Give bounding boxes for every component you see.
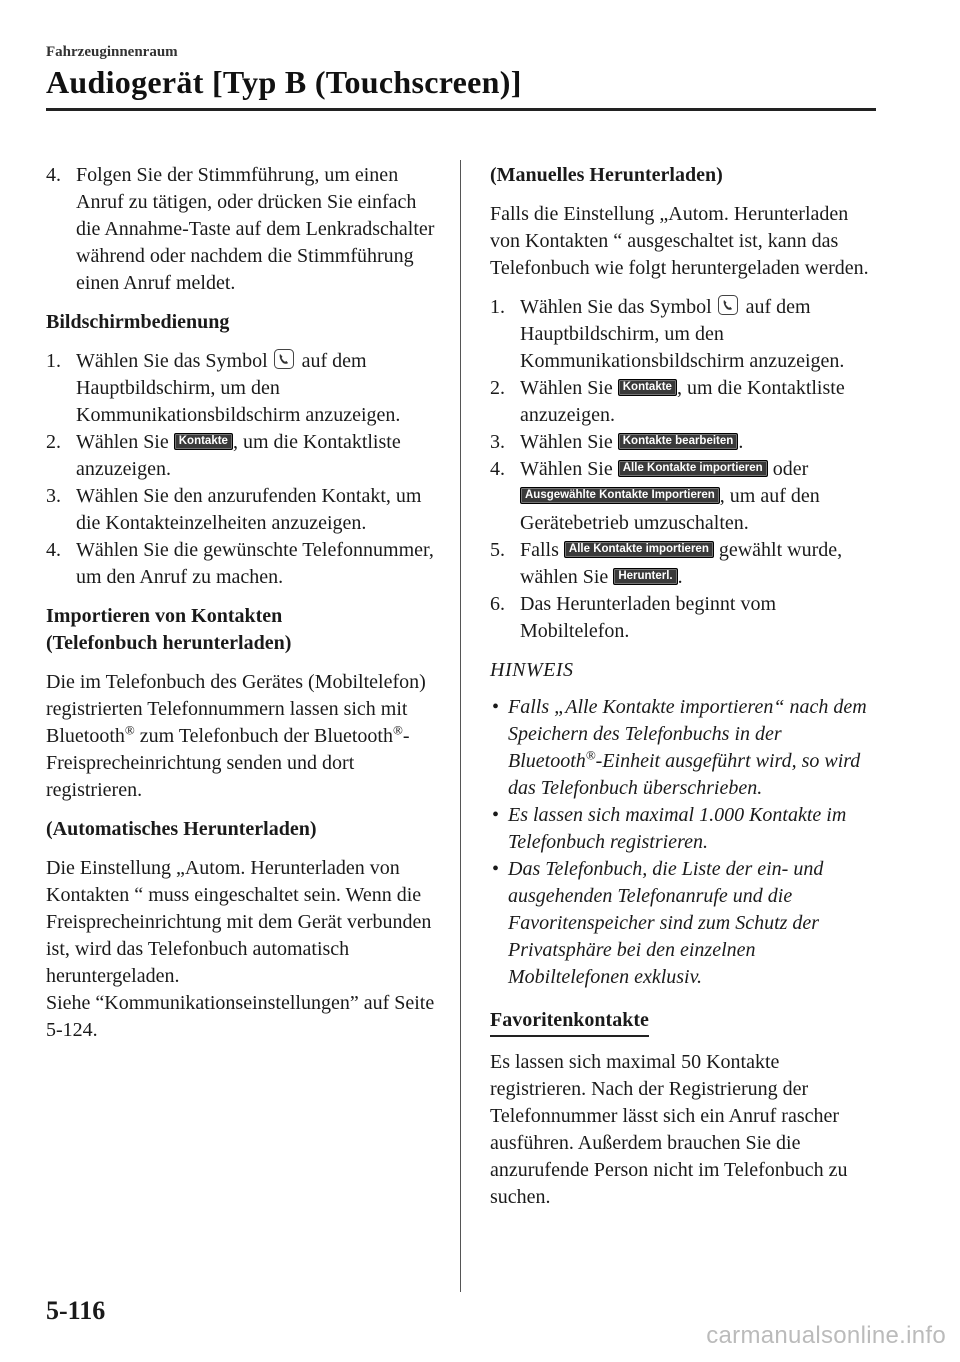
step-text: , um auf den Gerätebetrieb umzuschalten. xyxy=(520,485,820,534)
note-item xyxy=(490,856,880,991)
registered-mark: ® xyxy=(392,722,403,738)
watermark: carmanualsonline.info xyxy=(706,1322,946,1349)
step-text: Wählen Sie das Symbol xyxy=(76,350,268,372)
list-item xyxy=(490,294,880,375)
note-text: Das Telefonbuch, die Liste der ein- und ausgehenden Telefonanrufe und die Favoritenspeicher sind zum Schutz der Privatsphäre bei den einzelnen Mobiltelefonen exklusiv. xyxy=(508,858,824,988)
title-rule xyxy=(46,108,876,111)
text-run: zum Telefonbuch der Bluetooth xyxy=(134,725,393,747)
cross-reference: Siehe “Kommunikationseinstellungen” auf Seite 5-124. xyxy=(46,992,435,1041)
step-number: 5. xyxy=(490,539,505,561)
step-number: 4. xyxy=(490,458,505,480)
phone-icon xyxy=(274,349,294,369)
step-text: , um die Kontaktliste anzuzeigen. xyxy=(76,431,401,480)
step-text: oder xyxy=(772,458,809,480)
list-item xyxy=(490,429,880,456)
step-number: 4. xyxy=(46,164,61,186)
step-number: 6. xyxy=(490,593,505,615)
favorites-paragraph: Es lassen sich maximal 50 Kontakte registrieren. Nach der Registrierung der Telefonnummer lässt sich ein Anruf rascher ausführen. Außerdem brauchen Sie die anzurufende Person nicht im Telefonbuch zu suchen. xyxy=(490,1051,848,1208)
phone-icon xyxy=(718,295,738,315)
list-item xyxy=(490,375,880,429)
kontakte-button: Kontakte xyxy=(174,433,233,450)
step-text: Falls xyxy=(520,539,559,561)
list-item xyxy=(490,537,880,591)
step-number: 1. xyxy=(490,296,505,318)
registered-mark: ® xyxy=(585,747,596,763)
step-text: Wählen Sie xyxy=(76,431,169,453)
note-item xyxy=(490,802,880,856)
page-title: Audiogerät [Typ B (Touchscreen)] xyxy=(46,64,522,100)
step-text: Wählen Sie die gewünschte Telefonnummer, um den Anruf zu machen. xyxy=(76,539,434,588)
list-item xyxy=(46,429,438,483)
step-text: , um die Kontaktliste anzuzeigen. xyxy=(520,377,845,426)
step-text: . xyxy=(738,431,744,453)
alle-kontakte-importieren-button: Alle Kontakte importieren xyxy=(618,460,768,477)
screen-step-list xyxy=(46,348,438,591)
column-divider xyxy=(460,160,461,1292)
right-column xyxy=(490,162,880,1223)
step-text: auf dem Hauptbildschirm, um den Kommunikationsbildschirm anzuzeigen. xyxy=(76,350,401,426)
manual-paragraph: Falls die Einstellung „Autom. Herunterladen von Kontakten “ ausgeschaltet ist, kann das Telefonbuch wie folgt heruntergeladen werden. xyxy=(490,203,869,279)
alle-kontakte-importieren-button: Alle Kontakte importieren xyxy=(564,541,714,558)
heading-manuell: (Manuelles Herunterladen) xyxy=(490,164,723,186)
note-text: Es lassen sich maximal 1.000 Kontakte im Telefonbuch registrieren. xyxy=(508,804,847,853)
herunterladen-button: Herunterl. xyxy=(613,568,677,585)
step-text: Folgen Sie der Stimmführung, um einen Anruf zu tätigen, oder drücken Sie einfach die Annahme-Taste auf dem Lenkradschalter während oder nachdem die Stimmführung einen Anruf meldet. xyxy=(76,164,435,294)
import-paragraph xyxy=(46,669,438,804)
left-column xyxy=(46,162,438,1044)
list-item xyxy=(46,483,438,537)
heading-favoritenkontakte: Favoritenkontakte xyxy=(490,1007,649,1037)
note-list xyxy=(490,694,880,991)
bullet: • xyxy=(492,696,500,718)
text-run: -Freisprecheinrichtung senden und dort registrieren. xyxy=(46,725,410,801)
step-number: 2. xyxy=(490,377,505,399)
step-text: Das Herunterladen beginnt vom Mobiltelefon. xyxy=(520,593,777,642)
bullet: • xyxy=(492,858,500,880)
kontakte-button: Kontakte xyxy=(618,379,677,396)
step-text: Wählen Sie den anzurufenden Kontakt, um die Kontakteinzelheiten anzuzeigen. xyxy=(76,485,422,534)
step-number: 4. xyxy=(46,539,61,561)
step-number: 3. xyxy=(46,485,61,507)
step-text: . xyxy=(677,566,683,588)
page-number: 5-116 xyxy=(46,1296,106,1325)
text-run: Die Einstellung „Autom. Herunterladen von Kontakten “ muss eingeschaltet sein. Wenn die Freisprecheinrichtung mit dem Gerät verbunden ist, wird das Telefonbuch automatisch heruntergeladen. xyxy=(46,857,432,987)
heading-bildschirmbedienung: Bildschirmbedienung xyxy=(46,311,230,333)
manual-step-list xyxy=(490,294,880,645)
ausgewaehlte-kontakte-importieren-button: Ausgewählte Kontakte Importieren xyxy=(520,487,720,504)
list-item xyxy=(46,537,438,591)
list-item xyxy=(46,162,438,297)
list-item xyxy=(490,456,880,537)
list-item xyxy=(490,591,880,645)
heading-line: (Telefonbuch herunterladen) xyxy=(46,632,292,654)
text-run: Die im Telefonbuch des Gerätes (Mobiltelefon) registrierten Telefonnummern lassen sich mit Bluetooth xyxy=(46,671,426,747)
heading-automatisch: (Automatisches Herunterladen) xyxy=(46,818,317,840)
hinweis-heading: HINWEIS xyxy=(490,659,574,681)
step-text: gewählt wurde, wählen Sie xyxy=(520,539,843,588)
auto-paragraph xyxy=(46,855,438,1044)
step-text: Wählen Sie xyxy=(520,431,613,453)
note-item xyxy=(490,694,880,802)
step-number: 3. xyxy=(490,431,505,453)
step-number: 2. xyxy=(46,431,61,453)
kontakte-bearbeiten-button: Kontakte bearbeiten xyxy=(618,433,739,450)
step-text: Wählen Sie xyxy=(520,377,613,399)
bullet: • xyxy=(492,804,500,826)
step-text: Wählen Sie xyxy=(520,458,613,480)
step-text: auf dem Hauptbildschirm, um den Kommunikationsbildschirm anzuzeigen. xyxy=(520,296,845,372)
registered-mark: ® xyxy=(124,722,135,738)
heading-line: Importieren von Kontakten xyxy=(46,605,283,627)
heading-importieren xyxy=(46,603,438,657)
step-text: Wählen Sie das Symbol xyxy=(520,296,712,318)
note-text: Falls „Alle Kontakte importieren“ nach dem Speichern des Telefonbuchs in der Bluetooth xyxy=(508,696,867,772)
step-list-continued xyxy=(46,162,438,297)
list-item xyxy=(46,348,438,429)
note-text: -Einheit ausgeführt wird, so wird das Telefonbuch überschrieben. xyxy=(508,750,861,799)
section-label: Fahrzeuginnenraum xyxy=(46,44,178,60)
step-number: 1. xyxy=(46,350,61,372)
